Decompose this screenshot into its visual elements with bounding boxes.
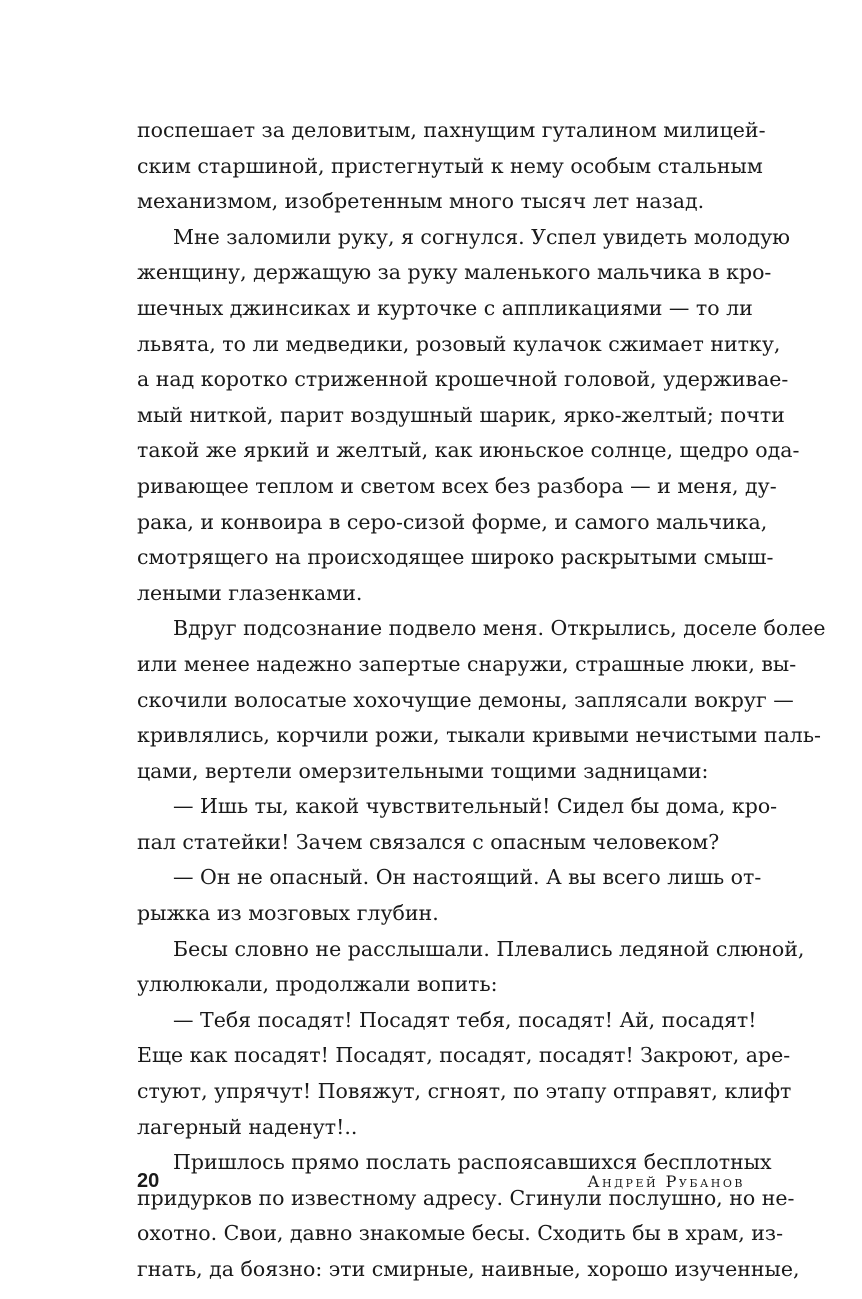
text-line: шечных джинсиках и курточке с аппликациями — то ли: [137, 295, 753, 320]
text-line: механизмом, изобретенным много тысяч лет назад.: [137, 189, 705, 214]
text-line: гнать, да боязно: эти смирные, наивные, хорошо изученные,: [137, 1257, 800, 1281]
text-line: — Ишь ты, какой чувствительный! Сидел бы дома, кро-: [173, 794, 778, 819]
text-line: Бесы словно не расслышали. Плевались ледяной слюной,: [173, 936, 805, 961]
text-line: ривающее теплом и светом всех без разбора — и меня, ду-: [137, 473, 777, 498]
text-line: кривлялись, корчили рожи, тыкали кривыми нечистыми паль-: [137, 723, 821, 748]
body-text: [137, 113, 826, 1288]
text-line: скочили волосатые хохочущие демоны, заплясали вокруг —: [137, 687, 794, 712]
text-line: львята, то ли медведики, розовый кулачок сжимает нитку,: [137, 331, 781, 356]
text-line: поспешает за деловитым, пахнущим гуталином милицей-: [137, 118, 766, 142]
text-line: Мне заломили руку, я согнулся. Успел увидеть молодую: [173, 224, 791, 249]
text-line: такой же яркий и желтый, как июньское солнце, щедро ода-: [137, 438, 800, 463]
text-line: — Он не опасный. Он настоящий. А вы всего лишь от-: [173, 865, 762, 890]
running-head-author: Андрей Рубанов: [587, 1172, 745, 1191]
text-line: или менее надежно запертые снаружи, страшные люки, вы-: [137, 651, 797, 676]
text-line: рыжка из мозговых глубин.: [137, 901, 439, 926]
text-line: женщину, держащую за руку маленького мальчика в кро-: [137, 260, 772, 285]
page-footer: [137, 1170, 745, 1200]
text-line: а над коротко стриженной крошечной головой, удерживае-: [137, 367, 789, 392]
text-line: Вдруг подсознание подвело меня. Открылись, доселе более: [173, 616, 826, 641]
text-line: придурков по известному адресу. Сгинули послушно, но не-: [137, 1185, 795, 1210]
text-line: цами, вертели омерзительными тощими задницами:: [137, 758, 709, 783]
text-line: пал статейки! Зачем связался с опасным человеком?: [137, 829, 720, 854]
text-line: стуют, упрячут! Повяжут, сгноят, по этапу отправят, клифт: [137, 1079, 792, 1104]
text-line: мый ниткой, парит воздушный шарик, ярко-желтый; почти: [137, 402, 785, 427]
text-line: улюлюкали, продолжали вопить:: [137, 972, 498, 997]
text-line: Еще как посадят! Посадят, посадят, посадят! Закроют, аре-: [137, 1043, 791, 1068]
text-line: леными глазенками.: [137, 580, 363, 605]
text-line: Пришлось прямо послать распоясавшихся бесплотных: [173, 1150, 772, 1175]
text-line: смотрящего на происходящее широко раскрытыми смыш-: [137, 545, 774, 570]
text-line: ским старшиной, пристегнутый к нему особым стальным: [137, 153, 763, 178]
text-line: рака, и конвоира в серо-сизой форме, и самого мальчика,: [137, 509, 768, 534]
page-number: 20: [137, 1170, 160, 1192]
text-line: лагерный наденут!..: [137, 1114, 358, 1139]
text-line: — Тебя посадят! Посадят тебя, посадят! Ай, посадят!: [173, 1007, 757, 1032]
text-line: охотно. Свои, давно знакомые бесы. Сходить бы в храм, из-: [137, 1221, 784, 1246]
